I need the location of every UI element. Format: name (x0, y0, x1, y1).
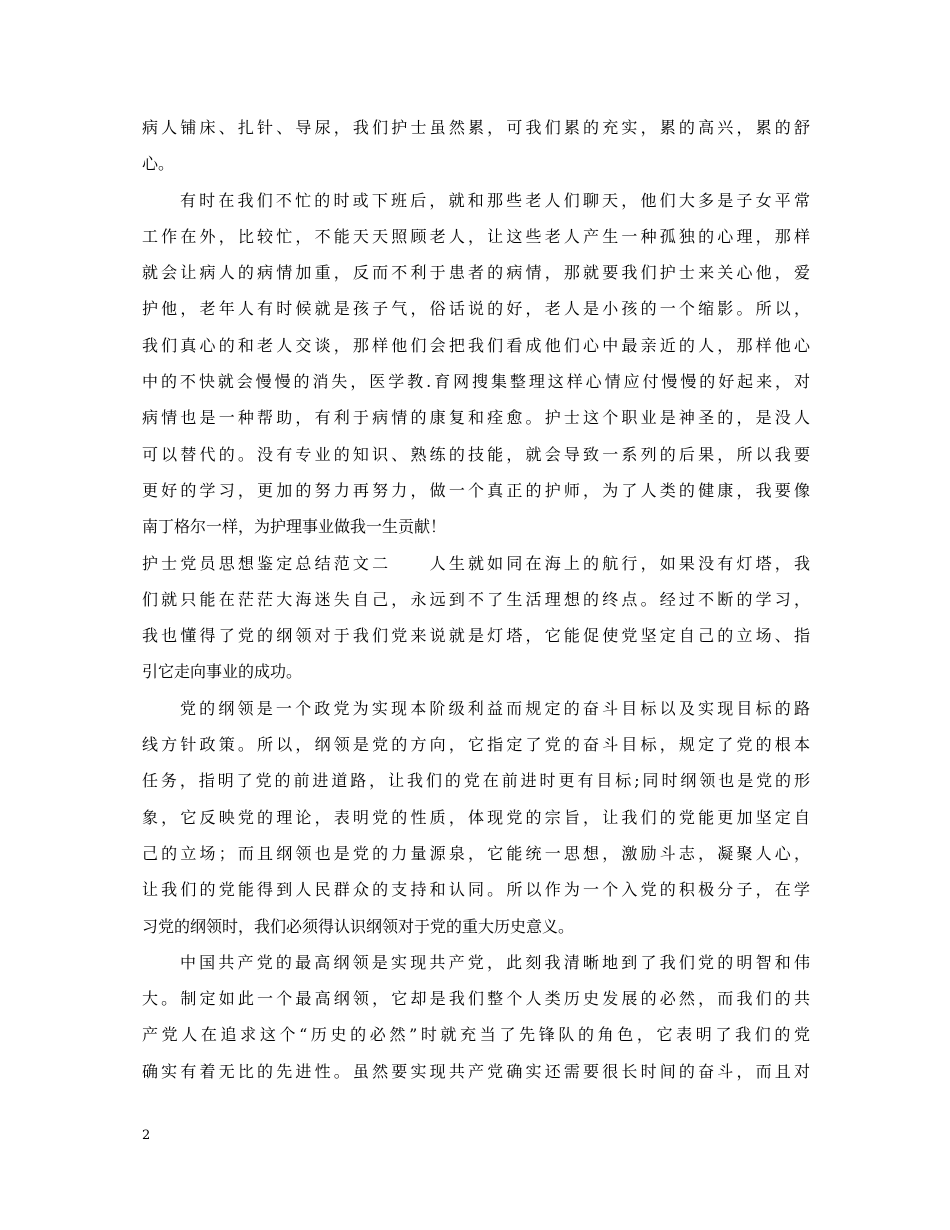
text-line: 病人铺床、扎针、导尿，我们护士虽然累，可我们累的充实，累的高兴，累的舒 (142, 118, 810, 137)
text-line: 习党的纲领时，我们必须得认识纲领对于党的重大历史意义。 (142, 916, 575, 936)
text-line: 象，它反映党的理论，表明党的性质，体现党的宗旨，让我们的党能更加坚定自 (142, 807, 810, 827)
text-line: 护他，老年人有时候就是孩子气，俗话说的好，老人是小孩的一个缩影。所以， (142, 299, 810, 319)
text-line: 产党人在追求这个“历史的必然”时就充当了先锋队的角色，它表明了我们的党 (142, 1025, 810, 1045)
text-line: 任务，指明了党的前进道路，让我们的党在前进时更有目标;同时纲领也是党的形 (142, 771, 810, 791)
text-line: 中国共产党的最高纲领是实现共产党，此刻我清晰地到了我们党的明智和伟 (180, 952, 810, 972)
text-line: 南丁格尔一样，为护理事业做我一生贡献！ (142, 517, 447, 537)
text-line: 引它走向事业的成功。 (142, 662, 303, 682)
text-line: 党的纲领是一个政党为实现本阶级利益而规定的奋斗目标以及实现目标的路 (180, 698, 810, 718)
text-line: 护士党员思想鉴定总结范文二 人生就如同在海上的航行，如果没有灯塔，我 (142, 553, 810, 573)
text-line: 可以替代的。没有专业的知识、熟练的技能，就会导致一系列的后果，所以我要 (142, 444, 810, 464)
text-line: 中的不快就会慢慢的消失，医学教.育网搜集整理这样心情应付慢慢的好起来，对 (142, 372, 810, 392)
text-line: 病情也是一种帮助，有利于病情的康复和痊愈。护士这个职业是神圣的，是没人 (142, 408, 810, 428)
page-number: 2 (142, 1128, 151, 1143)
text-line: 大。制定如此一个最高纲领，它却是我们整个人类历史发展的必然，而我们的共 (142, 989, 810, 1009)
text-line: 心。 (142, 154, 175, 174)
text-line: 工作在外，比较忙，不能天天照顾老人，让这些老人产生一种孤独的心理，那样 (142, 226, 810, 246)
body-text (142, 110, 810, 1090)
text-line: 有时在我们不忙的时或下班后，就和那些老人们聊天，他们大多是子女平常 (180, 190, 810, 210)
text-line: 我也懂得了党的纲领对于我们党来说就是灯塔，它能促使党坚定自己的立场、指 (142, 626, 810, 646)
text-line: 己的立场；而且纲领也是党的力量源泉，它能统一思想，激励斗志，凝聚人心， (142, 843, 810, 863)
text-line: 更好的学习，更加的努力再努力，做一个真正的护师，为了人类的健康，我要像 (142, 480, 810, 500)
text-line: 我们真心的和老人交谈，那样他们会把我们看成他们心中最亲近的人，那样他心 (142, 335, 810, 355)
text-line: 确实有着无比的先进性。虽然要实现共产党确实还需要很长时间的奋斗，而且对 (142, 1061, 810, 1081)
text-line: 就会让病人的病情加重，反而不利于患者的病情，那就要我们护士来关心他，爱 (142, 263, 810, 283)
text-line: 让我们的党能得到人民群众的支持和认同。所以作为一个入党的积极分子，在学 (142, 880, 810, 900)
text-line: 们就只能在茫茫大海迷失自己，永远到不了生活理想的终点。经过不断的学习， (142, 589, 810, 609)
text-line: 线方针政策。所以，纲领是党的方向，它指定了党的奋斗目标，规定了党的根本 (142, 735, 810, 755)
